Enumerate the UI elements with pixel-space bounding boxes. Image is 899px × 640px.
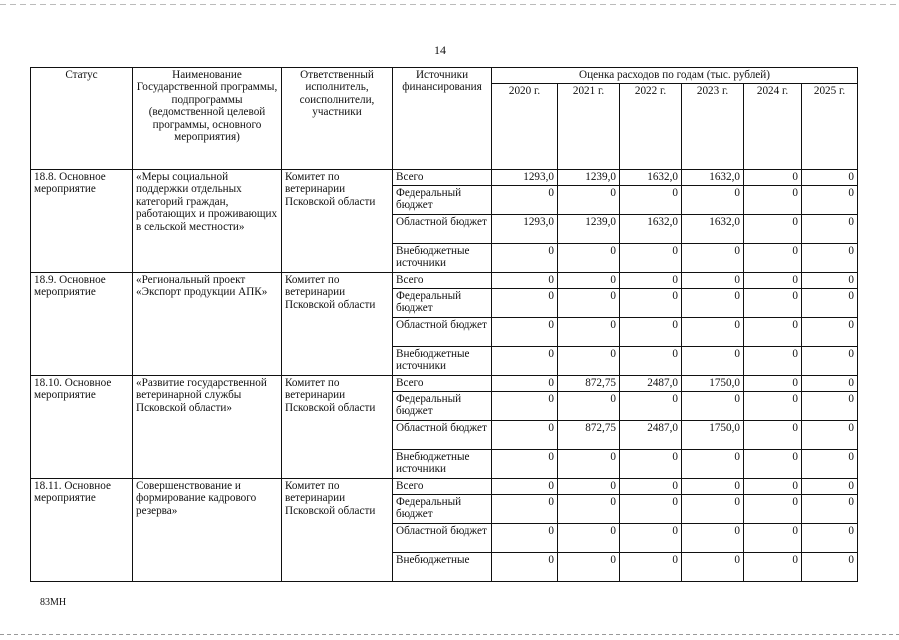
cell-value: 0 bbox=[558, 524, 620, 553]
cell-value: 0 bbox=[620, 318, 682, 347]
cell-source: Федеральный бюджет bbox=[393, 392, 492, 421]
cell-value: 0 bbox=[492, 553, 558, 582]
header-year: 2024 г. bbox=[744, 84, 802, 170]
cell-source: Областной бюджет bbox=[393, 421, 492, 450]
cell-value: 0 bbox=[744, 244, 802, 273]
cell-value: 0 bbox=[492, 318, 558, 347]
cell-value: 0 bbox=[802, 244, 858, 273]
cell-source: Всего bbox=[393, 170, 492, 186]
budget-table bbox=[30, 67, 858, 582]
header-year: 2021 г. bbox=[558, 84, 620, 170]
cell-value: 1239,0 bbox=[558, 215, 620, 244]
cell-value: 0 bbox=[492, 524, 558, 553]
cell-program-name: «Развитие государственной ветеринарной службы Псковской области» bbox=[133, 376, 282, 479]
cell-value: 0 bbox=[682, 318, 744, 347]
cell-value: 0 bbox=[620, 524, 682, 553]
cell-value: 0 bbox=[492, 421, 558, 450]
cell-value: 0 bbox=[802, 450, 858, 479]
cell-source: Всего bbox=[393, 479, 492, 495]
cell-value: 0 bbox=[492, 479, 558, 495]
header-responsible: Ответственный исполнитель, соисполнители, участники bbox=[282, 68, 393, 170]
cell-value: 0 bbox=[744, 215, 802, 244]
cell-value: 0 bbox=[492, 186, 558, 215]
cell-source: Внебюджетные источники bbox=[393, 347, 492, 376]
cell-value: 0 bbox=[744, 392, 802, 421]
cell-value: 0 bbox=[682, 186, 744, 215]
table-row bbox=[31, 376, 858, 392]
cell-value: 0 bbox=[744, 186, 802, 215]
cell-value: 0 bbox=[558, 479, 620, 495]
scan-artifact-bottom bbox=[0, 634, 899, 635]
cell-value: 0 bbox=[744, 524, 802, 553]
cell-value: 0 bbox=[558, 347, 620, 376]
cell-value: 0 bbox=[492, 392, 558, 421]
cell-value: 1293,0 bbox=[492, 170, 558, 186]
cell-value: 872,75 bbox=[558, 376, 620, 392]
cell-source: Федеральный бюджет bbox=[393, 495, 492, 524]
header-name: Наименование Государственной программы, подпрограммы (ведомственной целевой программы, основного мероприятия) bbox=[133, 68, 282, 170]
table-row bbox=[31, 479, 858, 495]
cell-value: 0 bbox=[492, 273, 558, 289]
cell-value: 0 bbox=[802, 524, 858, 553]
cell-value: 2487,0 bbox=[620, 376, 682, 392]
cell-value: 0 bbox=[802, 170, 858, 186]
cell-value: 0 bbox=[802, 347, 858, 376]
cell-value: 0 bbox=[744, 450, 802, 479]
cell-value: 1293,0 bbox=[492, 215, 558, 244]
header-year: 2023 г. bbox=[682, 84, 744, 170]
cell-value: 1750,0 bbox=[682, 421, 744, 450]
cell-value: 0 bbox=[682, 479, 744, 495]
cell-value: 0 bbox=[682, 524, 744, 553]
cell-value: 0 bbox=[802, 495, 858, 524]
cell-value: 0 bbox=[744, 421, 802, 450]
cell-value: 0 bbox=[682, 289, 744, 318]
cell-value: 0 bbox=[682, 244, 744, 273]
cell-value: 0 bbox=[558, 186, 620, 215]
cell-value: 0 bbox=[620, 553, 682, 582]
cell-value: 0 bbox=[802, 273, 858, 289]
cell-value: 0 bbox=[802, 376, 858, 392]
header-year: 2020 г. bbox=[492, 84, 558, 170]
cell-value: 0 bbox=[620, 450, 682, 479]
cell-value: 0 bbox=[558, 318, 620, 347]
cell-value: 2487,0 bbox=[620, 421, 682, 450]
cell-value: 0 bbox=[620, 495, 682, 524]
cell-value: 0 bbox=[620, 479, 682, 495]
cell-value: 0 bbox=[558, 450, 620, 479]
cell-value: 1632,0 bbox=[620, 215, 682, 244]
header-year: 2025 г. bbox=[802, 84, 858, 170]
cell-value: 0 bbox=[682, 450, 744, 479]
cell-value: 0 bbox=[744, 553, 802, 582]
cell-value: 0 bbox=[558, 273, 620, 289]
cell-value: 0 bbox=[744, 273, 802, 289]
cell-source: Областной бюджет bbox=[393, 524, 492, 553]
table-row bbox=[31, 170, 858, 186]
page-number: 14 bbox=[434, 43, 446, 57]
cell-value: 0 bbox=[744, 479, 802, 495]
cell-value: 0 bbox=[744, 318, 802, 347]
cell-value: 0 bbox=[620, 273, 682, 289]
cell-value: 0 bbox=[802, 186, 858, 215]
cell-source: Внебюджетные bbox=[393, 553, 492, 582]
cell-source: Внебюджетные источники bbox=[393, 244, 492, 273]
cell-value: 1632,0 bbox=[682, 170, 744, 186]
cell-value: 0 bbox=[620, 289, 682, 318]
cell-value: 0 bbox=[682, 347, 744, 376]
header-sources: Источники финансирования bbox=[393, 68, 492, 170]
cell-source: Областной бюджет bbox=[393, 318, 492, 347]
cell-value: 0 bbox=[492, 495, 558, 524]
cell-value: 0 bbox=[492, 450, 558, 479]
cell-value: 0 bbox=[744, 170, 802, 186]
table-header bbox=[31, 68, 858, 170]
cell-value: 0 bbox=[492, 347, 558, 376]
cell-value: 0 bbox=[558, 289, 620, 318]
cell-value: 0 bbox=[620, 392, 682, 421]
cell-value: 0 bbox=[558, 392, 620, 421]
cell-responsible: Комитет по ветеринарии Псковской области bbox=[282, 273, 393, 376]
cell-value: 0 bbox=[492, 244, 558, 273]
cell-value: 0 bbox=[744, 347, 802, 376]
cell-value: 0 bbox=[682, 495, 744, 524]
scan-artifact-top bbox=[0, 4, 899, 5]
cell-responsible: Комитет по ветеринарии Псковской области bbox=[282, 170, 393, 273]
footer-code: 83МН bbox=[40, 597, 67, 608]
cell-value: 0 bbox=[620, 347, 682, 376]
cell-value: 1750,0 bbox=[682, 376, 744, 392]
header-status: Статус bbox=[31, 68, 133, 170]
cell-value: 0 bbox=[620, 244, 682, 273]
cell-program-name: «Меры социальной поддержки отдельных категорий граждан, работающих и проживающих в сельской местности» bbox=[133, 170, 282, 273]
header-year: 2022 г. bbox=[620, 84, 682, 170]
cell-value: 0 bbox=[558, 244, 620, 273]
cell-responsible: Комитет по ветеринарии Псковской области bbox=[282, 376, 393, 479]
cell-source: Всего bbox=[393, 273, 492, 289]
cell-value: 0 bbox=[492, 289, 558, 318]
cell-value: 0 bbox=[802, 392, 858, 421]
cell-status: 18.9. Основное мероприятие bbox=[31, 273, 133, 376]
cell-value: 0 bbox=[802, 553, 858, 582]
cell-source: Внебюджетные источники bbox=[393, 450, 492, 479]
table-body bbox=[31, 170, 858, 582]
cell-value: 0 bbox=[802, 421, 858, 450]
cell-value: 0 bbox=[492, 376, 558, 392]
table-row bbox=[31, 273, 858, 289]
cell-source: Федеральный бюджет bbox=[393, 289, 492, 318]
cell-value: 0 bbox=[620, 186, 682, 215]
cell-value: 0 bbox=[682, 392, 744, 421]
cell-program-name: «Региональный проект «Экспорт продукции АПК» bbox=[133, 273, 282, 376]
cell-status: 18.8. Основное мероприятие bbox=[31, 170, 133, 273]
header-estimate: Оценка расходов по годам (тыс. рублей) bbox=[492, 68, 858, 84]
cell-value: 0 bbox=[802, 289, 858, 318]
cell-value: 1239,0 bbox=[558, 170, 620, 186]
cell-value: 0 bbox=[558, 495, 620, 524]
cell-source: Федеральный бюджет bbox=[393, 186, 492, 215]
cell-value: 0 bbox=[802, 318, 858, 347]
cell-value: 0 bbox=[744, 289, 802, 318]
cell-value: 872,75 bbox=[558, 421, 620, 450]
cell-value: 0 bbox=[682, 273, 744, 289]
cell-value: 0 bbox=[802, 215, 858, 244]
cell-status: 18.11. Основное мероприятие bbox=[31, 479, 133, 582]
cell-source: Всего bbox=[393, 376, 492, 392]
cell-value: 0 bbox=[558, 553, 620, 582]
cell-source: Областной бюджет bbox=[393, 215, 492, 244]
cell-value: 0 bbox=[744, 376, 802, 392]
cell-value: 0 bbox=[744, 495, 802, 524]
cell-status: 18.10. Основное мероприятие bbox=[31, 376, 133, 479]
cell-value: 0 bbox=[682, 553, 744, 582]
cell-value: 0 bbox=[802, 479, 858, 495]
cell-program-name: Совершенствование и формирование кадрового резерва» bbox=[133, 479, 282, 582]
cell-value: 1632,0 bbox=[682, 215, 744, 244]
cell-value: 1632,0 bbox=[620, 170, 682, 186]
cell-responsible: Комитет по ветеринарии Псковской области bbox=[282, 479, 393, 582]
